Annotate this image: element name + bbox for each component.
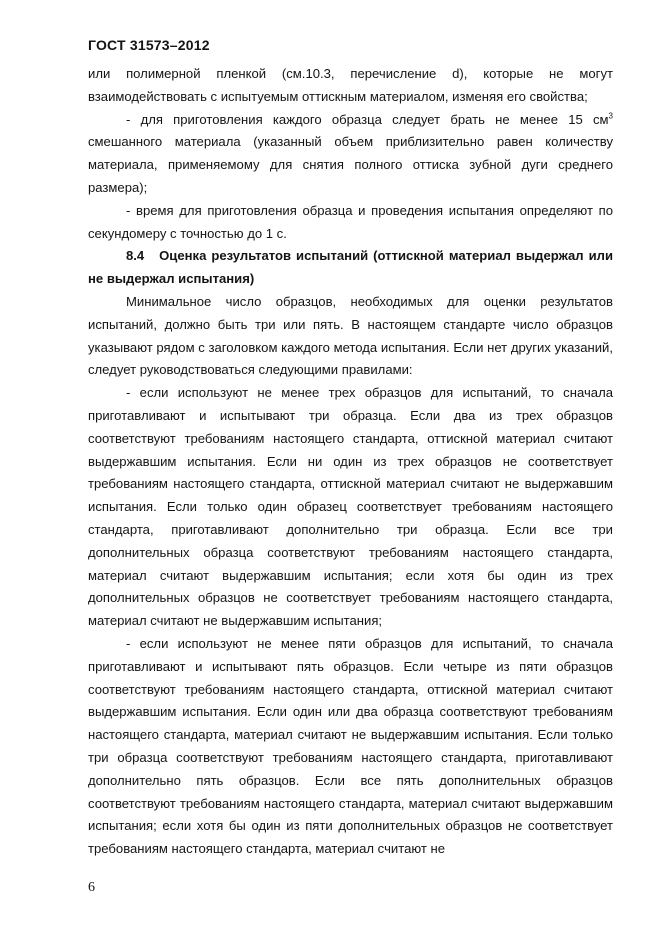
list-item-stopwatch: - время для приготовления образца и проведения испытания определяют по секундомеру с точностью до 1 с. <box>88 202 613 241</box>
list-item-five-samples: - если используют не менее пяти образцов для испытаний, то сначала приготавливают и испытывают пять образцов. Если четыре из пяти образцов соответствуют требованиям настоящего стандарта, оттискной материал считают выдержавшим испытания. Если один или два образца соответствуют требованиям настоящего стандарта, материал считают не выдержавшим испытания. Если только три образца соответствуют требованиям настоящего стандарта, приготавливают дополнительно пять образцов. Если все пять дополнительных образцов соответствуют требованиям настоящего стандарта, материал считают выдержавшим испытания; если хотя бы один из пяти дополнительных образцов не соответствует требованиям настоящего стандарта, материал считают не <box>88 635 613 857</box>
superscript: 3 <box>608 111 613 121</box>
list-item-text-rest: смешанного материала (указанный объем приблизительно равен количеству материала, применяемому для снятия полного оттиска зубной дуги среднего размера); <box>88 134 613 195</box>
document-header: ГОСТ 31573–2012 <box>88 37 210 53</box>
page-number: 6 <box>88 880 95 895</box>
list-item-sample-volume <box>88 109 613 200</box>
paragraph-continuation: или полимерной пленкой (см.10.3, перечисление d), которые не могут взаимодействовать с испытуемым оттискным материалом, изменяя его свойства; <box>88 66 613 104</box>
list-item-text: - для приготовления каждого образца следует брать не менее 15 см <box>126 111 609 127</box>
paragraph-min-samples: Минимальное число образцов, необходимых для оценки результатов испытаний, должно быть три или пять. В настоящем стандарте число образцов указывают рядом с заголовком каждого метода испытания. Если нет других указаний, следует руководствоваться следующими правилами: <box>88 293 613 378</box>
section-heading: 8.4 Оценка результатов испытаний (оттискной материал выдержал или не выдержал испытания) <box>88 248 617 287</box>
page-body <box>88 63 617 861</box>
list-item-three-samples: - если используют не менее трех образцов для испытаний, то сначала приготавливают и испытывают три образца. Если два из трех образцов соответствуют требованиям настоящего стандарта, оттискной материал считают выдержавшим испытания. Если ни один из трех образцов не соответствует требованиям настоящего стандарта, оттискной материал считают не выдержавшим испытания. Если только один образец соответствует требованиям настоящего стандарта, приготавливают дополнительно три образца. Если все три дополнительных образца соответствуют требованиям настоящего стандарта, материал считают выдержавшим испытания; если хотя бы один из трех дополнительных образцов не соответствует требованиям настоящего стандарта, материал считают не выдержавшим испытания; <box>88 385 613 629</box>
